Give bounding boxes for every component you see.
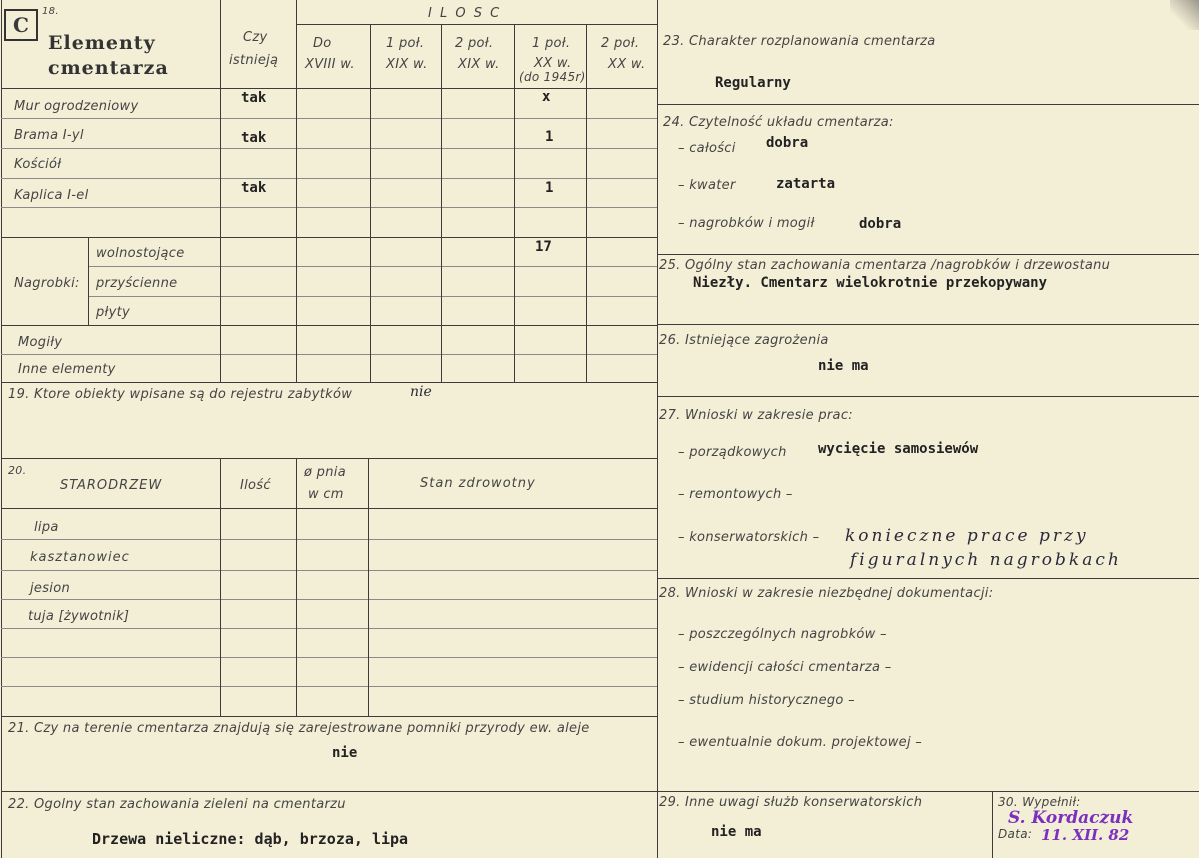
nagrobki-value: 17 [535, 239, 552, 255]
s21-label: 21. Czy na terenie cmentarza znajdują się zarejestrowane pomniki przyrody ew. aleje [8, 721, 590, 736]
col-line [220, 0, 221, 382]
s23-label: 23. Charakter rozplanowania cmentarza [663, 34, 936, 49]
s29-s30-divider [992, 791, 993, 858]
row-line [1, 178, 657, 179]
row-val-kaplica: 1 [545, 180, 554, 196]
s20-col-ilosc: Ilość [240, 478, 271, 493]
s28-bottom [657, 791, 1199, 792]
s22-value: Drzewa nieliczne: dąb, brzoza, lipa [92, 830, 409, 848]
s20-col-stan: Stan zdrowotny [420, 476, 536, 491]
s24-item-2-value: zatarta [776, 176, 836, 192]
tree-jesion: jesion [30, 581, 70, 596]
nagrobki-divider [88, 237, 89, 325]
col-line [220, 458, 221, 716]
col-5b: XX w. [608, 57, 646, 72]
s27-item-3-label: – konserwatorskich – [678, 530, 820, 545]
nagrobki-label: Nagrobki: [14, 276, 80, 291]
s28-label: 28. Wnioski w zakresie niezbędnej dokumentacji: [659, 586, 994, 601]
table18-bottom [1, 382, 657, 383]
starodrzew-header: STARODRZEW [60, 478, 163, 493]
s26-label: 26. Istniejące zagrożenia [659, 333, 829, 348]
nagrobki-plyty: płyty [96, 305, 130, 320]
s19-bottom [1, 458, 657, 459]
s23-value: Regularny [715, 75, 791, 91]
s27-item-1-label: – porządkowych [678, 445, 787, 460]
s19-value: nie [410, 384, 432, 400]
col-line [296, 0, 297, 382]
left-border [1, 0, 2, 858]
col-czy-2: istnieją [229, 53, 279, 68]
center-divider [657, 0, 658, 858]
s27-hand-2: figuralnych nagrobkach [850, 550, 1122, 570]
row-czy-mur: tak [241, 90, 267, 106]
col-2b: XIX w. [386, 57, 428, 72]
row-val-mur: x [542, 89, 551, 105]
col-5a: 2 poł. [601, 36, 640, 51]
s27-item-1-value: wycięcie samosiewów [818, 441, 979, 457]
ilosc-header: I L O S C [428, 6, 502, 21]
col-2a: 1 poł. [386, 36, 425, 51]
row-label-kosciol: Kościół [14, 157, 62, 172]
col-3b: XIX w. [458, 57, 500, 72]
col-3a: 2 poł. [455, 36, 494, 51]
row-line [1, 237, 657, 238]
s20-col-cm: w cm [308, 487, 344, 502]
s28-item-2: – ewidencji całości cmentarza – [678, 660, 892, 675]
col-4c: (do 1945r) [519, 70, 586, 84]
s22-label: 22. Ogolny stan zachowania zieleni na cmentarzu [8, 797, 346, 812]
s21-bottom [1, 791, 657, 792]
s24-item-1-label: – całości [678, 141, 736, 156]
s21-value: nie [332, 745, 358, 761]
s20-number: 20. [8, 464, 27, 477]
s18-number: 18. [42, 6, 59, 17]
col-1a: Do [313, 36, 332, 51]
s27-bottom [657, 578, 1199, 579]
col-4a: 1 poł. [532, 36, 571, 51]
elements-title-2: cmentarza [48, 57, 169, 79]
row-line [1, 539, 657, 540]
row-line [1, 570, 657, 571]
row-czy-kaplica: tak [241, 180, 267, 196]
row-label-brama: Brama I-yl [14, 128, 84, 143]
s19-label: 19. Ktore obiekty wpisane są do rejestru zabytków [8, 387, 353, 402]
row-line [88, 296, 657, 297]
s30-date-label: Data: [998, 827, 1033, 841]
s24-item-3-value: dobra [859, 216, 902, 232]
s26-value: nie ma [818, 358, 869, 374]
s25-value: Niezły. Cmentarz wielokrotnie przekopywany [693, 275, 1048, 291]
nagrobki-przyscienne: przyścienne [96, 276, 178, 291]
section-letter: C [13, 13, 29, 37]
s20-bottom [1, 716, 657, 717]
nagrobki-wolnostojace: wolnostojące [96, 246, 185, 261]
row-czy-brama: tak [241, 130, 267, 146]
s28-item-4: – ewentualnie dokum. projektowej – [678, 735, 923, 750]
s24-label: 24. Czytelność układu cmentarza: [663, 115, 894, 130]
row-line [1, 628, 657, 629]
row-label-mogily: Mogiły [18, 335, 63, 350]
s29-label: 29. Inne uwagi służb konserwatorskich [659, 795, 923, 810]
row-val-brama: 1 [545, 129, 554, 145]
s27-label: 27. Wnioski w zakresie prac: [659, 408, 853, 423]
row-line [1, 686, 657, 687]
tree-kasztanowiec: kasztanowiec [30, 550, 130, 565]
row-line [88, 266, 657, 267]
col-4b: XX w. [534, 56, 572, 71]
s24-item-3-label: – nagrobków i mogił [678, 216, 815, 231]
row-line [1, 148, 657, 149]
elements-title-1: Elementy [48, 32, 156, 54]
s29-value: nie ma [711, 824, 762, 840]
col-line [441, 24, 442, 382]
tree-lipa: lipa [34, 520, 59, 535]
s27-item-2-label: – remontowych – [678, 487, 793, 502]
section-letter-box [4, 9, 38, 41]
row-line [1, 657, 657, 658]
row-label-mur: Mur ogrodzeniowy [14, 99, 139, 114]
s30-name: S. Kordaczuk [1008, 808, 1134, 828]
s27-item-3-value: konieczne prace przy [845, 526, 1089, 546]
row-line [1, 118, 657, 119]
page-corner-shadow [1170, 0, 1199, 30]
s23-bottom [657, 104, 1199, 105]
col-line [368, 458, 369, 716]
s26-bottom [657, 396, 1199, 397]
s30-label: 30. Wypełnił: [998, 795, 1081, 809]
s20-header-bottom [1, 508, 657, 509]
row-line [1, 207, 657, 208]
s28-item-3: – studium historycznego – [678, 693, 855, 708]
row-line [1, 325, 657, 326]
s24-item-1-value: dobra [766, 135, 809, 151]
table18-header-bottom [1, 88, 657, 89]
col-line [370, 24, 371, 382]
row-label-inne: Inne elementy [18, 362, 116, 377]
s28-item-1: – poszczególnych nagrobków – [678, 627, 887, 642]
col-line [296, 458, 297, 716]
col-1b: XVIII w. [305, 57, 355, 72]
s30-date: 11. XII. 82 [1041, 826, 1130, 844]
row-line [1, 354, 657, 355]
col-line [586, 24, 587, 382]
row-line [1, 599, 657, 600]
col-czy-1: Czy [243, 30, 268, 45]
tree-tuja: tuja [żywotnik] [28, 609, 130, 624]
s24-item-2-label: – kwater [678, 178, 736, 193]
row-label-kaplica: Kaplica I-el [14, 188, 89, 203]
s25-bottom [657, 324, 1199, 325]
s25-label: 25. Ogólny stan zachowania cmentarza /nagrobków i drzewostanu [659, 258, 1111, 273]
col-line [514, 24, 515, 382]
s20-col-pien: ø pnia [304, 465, 346, 480]
s24-bottom [657, 254, 1199, 255]
ilosc-underline [296, 24, 657, 25]
